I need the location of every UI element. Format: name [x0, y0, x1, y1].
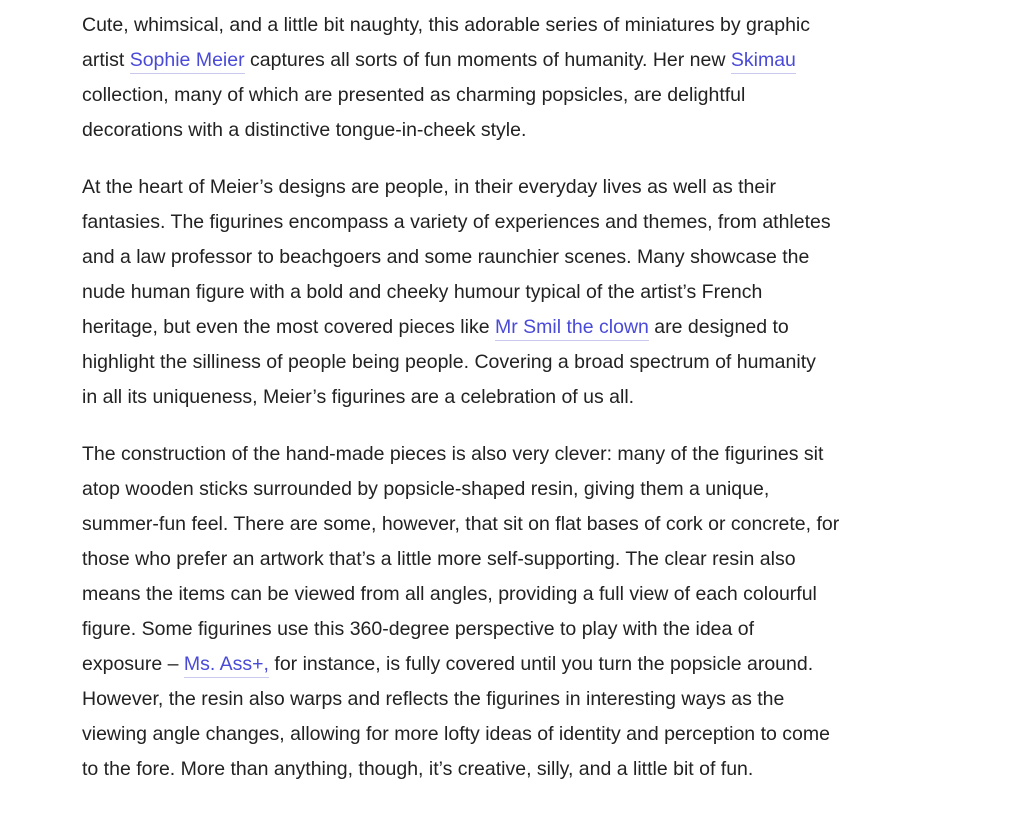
- paragraph-construction: [82, 437, 962, 787]
- text-span: artist: [82, 49, 130, 71]
- text-line: figure. Some figurines use this 360-degree perspective to play with the idea of: [82, 618, 755, 640]
- artist-link-sophie-meier[interactable]: Sophie Meier: [130, 49, 245, 74]
- article-body: [82, 8, 962, 809]
- text-line: means the items can be viewed from all angles, providing a full view of each colourful: [82, 583, 817, 605]
- text-line: to the fore. More than anything, though, it’s creative, silly, and a little bit of fun.: [82, 758, 754, 780]
- text-line: decorations with a distinctive tongue-in-cheek style.: [82, 119, 527, 141]
- paragraph-intro: [82, 8, 962, 148]
- text-line: and a law professor to beachgoers and some raunchier scenes. Many showcase the: [82, 246, 810, 268]
- paragraph-designs: [82, 170, 962, 415]
- product-link-mr-smil-the-clown[interactable]: Mr Smil the clown: [495, 316, 649, 341]
- text-span: are designed to: [648, 316, 789, 338]
- text-line: fantasies. The figurines encompass a variety of experiences and themes, from athletes: [82, 211, 831, 233]
- text-line: in all its uniqueness, Meier’s figurines are a celebration of us all.: [82, 386, 635, 408]
- text-line: nude human figure with a bold and cheeky humour typical of the artist’s French: [82, 281, 763, 303]
- text-line: The construction of the hand-made pieces is also very clever: many of the figurines sit: [82, 443, 824, 465]
- text-line: [82, 310, 962, 345]
- text-span: exposure –: [82, 653, 184, 675]
- text-line: collection, many of which are presented as charming popsicles, are delightful: [82, 84, 746, 106]
- product-link-ms-ass-plus[interactable]: Ms. Ass+,: [184, 653, 269, 678]
- text-line: Cute, whimsical, and a little bit naughty, this adorable series of miniatures by graphic: [82, 14, 811, 36]
- text-span: heritage, but even the most covered pieces like: [82, 316, 495, 338]
- text-span: for instance, is fully covered until you turn the popsicle around.: [268, 653, 814, 675]
- text-line: However, the resin also warps and reflects the figurines in interesting ways as the: [82, 688, 785, 710]
- text-line: [82, 43, 962, 78]
- text-line: those who prefer an artwork that’s a little more self-supporting. The clear resin also: [82, 548, 796, 570]
- text-line: viewing angle changes, allowing for more lofty ideas of identity and perception to come: [82, 723, 830, 745]
- text-line: atop wooden sticks surrounded by popsicle-shaped resin, giving them a unique,: [82, 478, 770, 500]
- text-span: captures all sorts of fun moments of humanity. Her new: [244, 49, 731, 71]
- collection-link-skimau[interactable]: Skimau: [731, 49, 796, 74]
- text-line: [82, 647, 962, 682]
- text-line: highlight the silliness of people being people. Covering a broad spectrum of humanity: [82, 351, 816, 373]
- text-line: summer-fun feel. There are some, however, that sit on flat bases of cork or concrete, for: [82, 513, 840, 535]
- text-line: At the heart of Meier’s designs are people, in their everyday lives as well as their: [82, 176, 777, 198]
